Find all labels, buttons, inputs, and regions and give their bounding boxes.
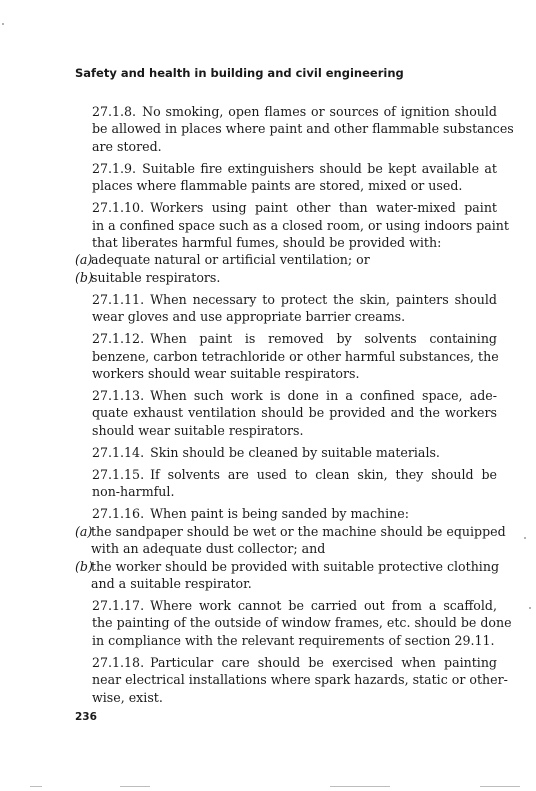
page-number: 236	[75, 711, 97, 723]
scan-edge-mark	[30, 786, 42, 787]
list-item	[75, 251, 497, 268]
paragraph-line	[75, 291, 497, 308]
paragraph-line: wise, exist.	[92, 689, 163, 705]
clause-text: If solvents are used to clean skin, they should be	[150, 466, 497, 482]
list-item-label: (b)	[75, 269, 93, 285]
paragraph-line: quate exhaust ventilation should be provided and the workers	[92, 405, 497, 421]
paragraph-line	[75, 597, 497, 614]
paragraph-line: the painting of the outside of window frames, etc. should be done	[92, 615, 512, 631]
clause-number: 27.1.12.	[92, 331, 145, 347]
clause-number: 27.1.11.	[92, 291, 145, 307]
paragraph	[75, 291, 497, 326]
paragraph-line	[75, 654, 497, 671]
paragraph-line: wear gloves and use appropriate barrier creams.	[92, 309, 406, 325]
clause-text: When such work is done in a confined space, ade-	[150, 388, 497, 404]
paragraph-line: be allowed in places where paint and other flammable substances	[92, 121, 514, 137]
paragraph-line	[75, 466, 497, 483]
clause-number: 27.1.9.	[92, 160, 137, 176]
clause-text: Skin should be cleaned by suitable materials.	[150, 444, 440, 460]
list-item-text: the worker should be provided with suitable protective clothing	[91, 558, 500, 574]
paragraph-line	[75, 505, 497, 522]
paragraph	[75, 160, 497, 195]
scan-edge-mark	[330, 786, 390, 787]
clause-text: Suitable fire extinguishers should be kept available at	[142, 160, 497, 176]
clause-number: 27.1.14.	[92, 444, 145, 460]
clause-text: Particular care should be exercised when painting	[150, 654, 497, 670]
clause-number: 27.1.18.	[92, 654, 145, 670]
paragraph-line	[75, 199, 497, 216]
paragraph-line	[75, 387, 497, 404]
paragraph-line	[75, 103, 497, 120]
paragraph	[75, 444, 497, 461]
paragraph-line	[75, 444, 497, 461]
list-item-text: with an adequate dust collector; and	[91, 541, 326, 557]
paragraph-line: in compliance with the relevant requirements of section 29.11.	[92, 632, 495, 648]
paragraph-line: benzene, carbon tetrachloride or other harmful substances, the	[92, 348, 499, 364]
list-item-label: (b)	[75, 558, 93, 574]
paragraph	[75, 330, 497, 382]
paragraph-line	[75, 160, 497, 177]
clause-number: 27.1.10.	[92, 200, 145, 216]
clause-number: 27.1.17.	[92, 597, 145, 613]
paragraph-line: workers should wear suitable respirators.	[92, 366, 360, 382]
clause-number: 27.1.16.	[92, 506, 145, 522]
body-text	[75, 103, 514, 711]
clause-number: 27.1.13.	[92, 388, 145, 404]
scan-speck	[529, 607, 531, 609]
list-item	[75, 558, 500, 593]
scan-edge-mark	[120, 786, 150, 787]
list-item	[75, 269, 497, 286]
clause-number: 27.1.8.	[92, 104, 137, 119]
paragraph-line: are stored.	[92, 138, 162, 154]
scan-edge-mark	[480, 786, 520, 787]
list-item-label: (a)	[75, 523, 93, 539]
list-item-label: (a)	[75, 252, 93, 268]
paragraph	[75, 597, 512, 649]
list-item-text: the sandpaper should be wet or the machine should be equipped	[91, 523, 506, 539]
paragraph-line: in a confined space such as a closed room, or using indoors paint	[92, 217, 509, 233]
paragraph	[75, 103, 514, 155]
paragraph	[75, 466, 497, 501]
paragraph	[75, 199, 509, 251]
clause-text: When necessary to protect the skin, painters should	[150, 291, 497, 307]
scan-speck	[524, 537, 526, 539]
list-item-text: suitable respirators.	[91, 269, 221, 285]
list-item	[75, 523, 506, 558]
paragraph-line: places where flammable paints are stored, mixed or used.	[92, 178, 463, 194]
clause-text: Workers using paint other than water-mixed paint	[150, 200, 497, 216]
clause-text: No smoking, open flames or sources of ignition should	[142, 104, 497, 119]
paragraph-line: non-harmful.	[92, 484, 175, 500]
clause-text: When paint is being sanded by machine:	[150, 506, 409, 522]
clause-text: When paint is removed by solvents containing	[150, 331, 497, 347]
list-item-text: and a suitable respirator.	[91, 575, 252, 591]
clause-text: Where work cannot be carried out from a scaffold,	[150, 597, 497, 613]
paragraph-line	[75, 330, 497, 347]
scan-speck	[2, 23, 4, 25]
paragraph-line: near electrical installations where spark hazards, static or other-	[92, 672, 508, 688]
clause-number: 27.1.15.	[92, 466, 145, 482]
paragraph-line: should wear suitable respirators.	[92, 422, 304, 438]
paragraph	[75, 387, 497, 439]
paragraph-line: that liberates harmful fumes, should be provided with:	[92, 235, 442, 251]
paragraph	[75, 505, 497, 522]
running-head: Safety and health in building and civil engineering	[75, 66, 404, 80]
paragraph	[75, 654, 508, 706]
list-item-text: adequate natural or artificial ventilation; or	[91, 252, 370, 268]
